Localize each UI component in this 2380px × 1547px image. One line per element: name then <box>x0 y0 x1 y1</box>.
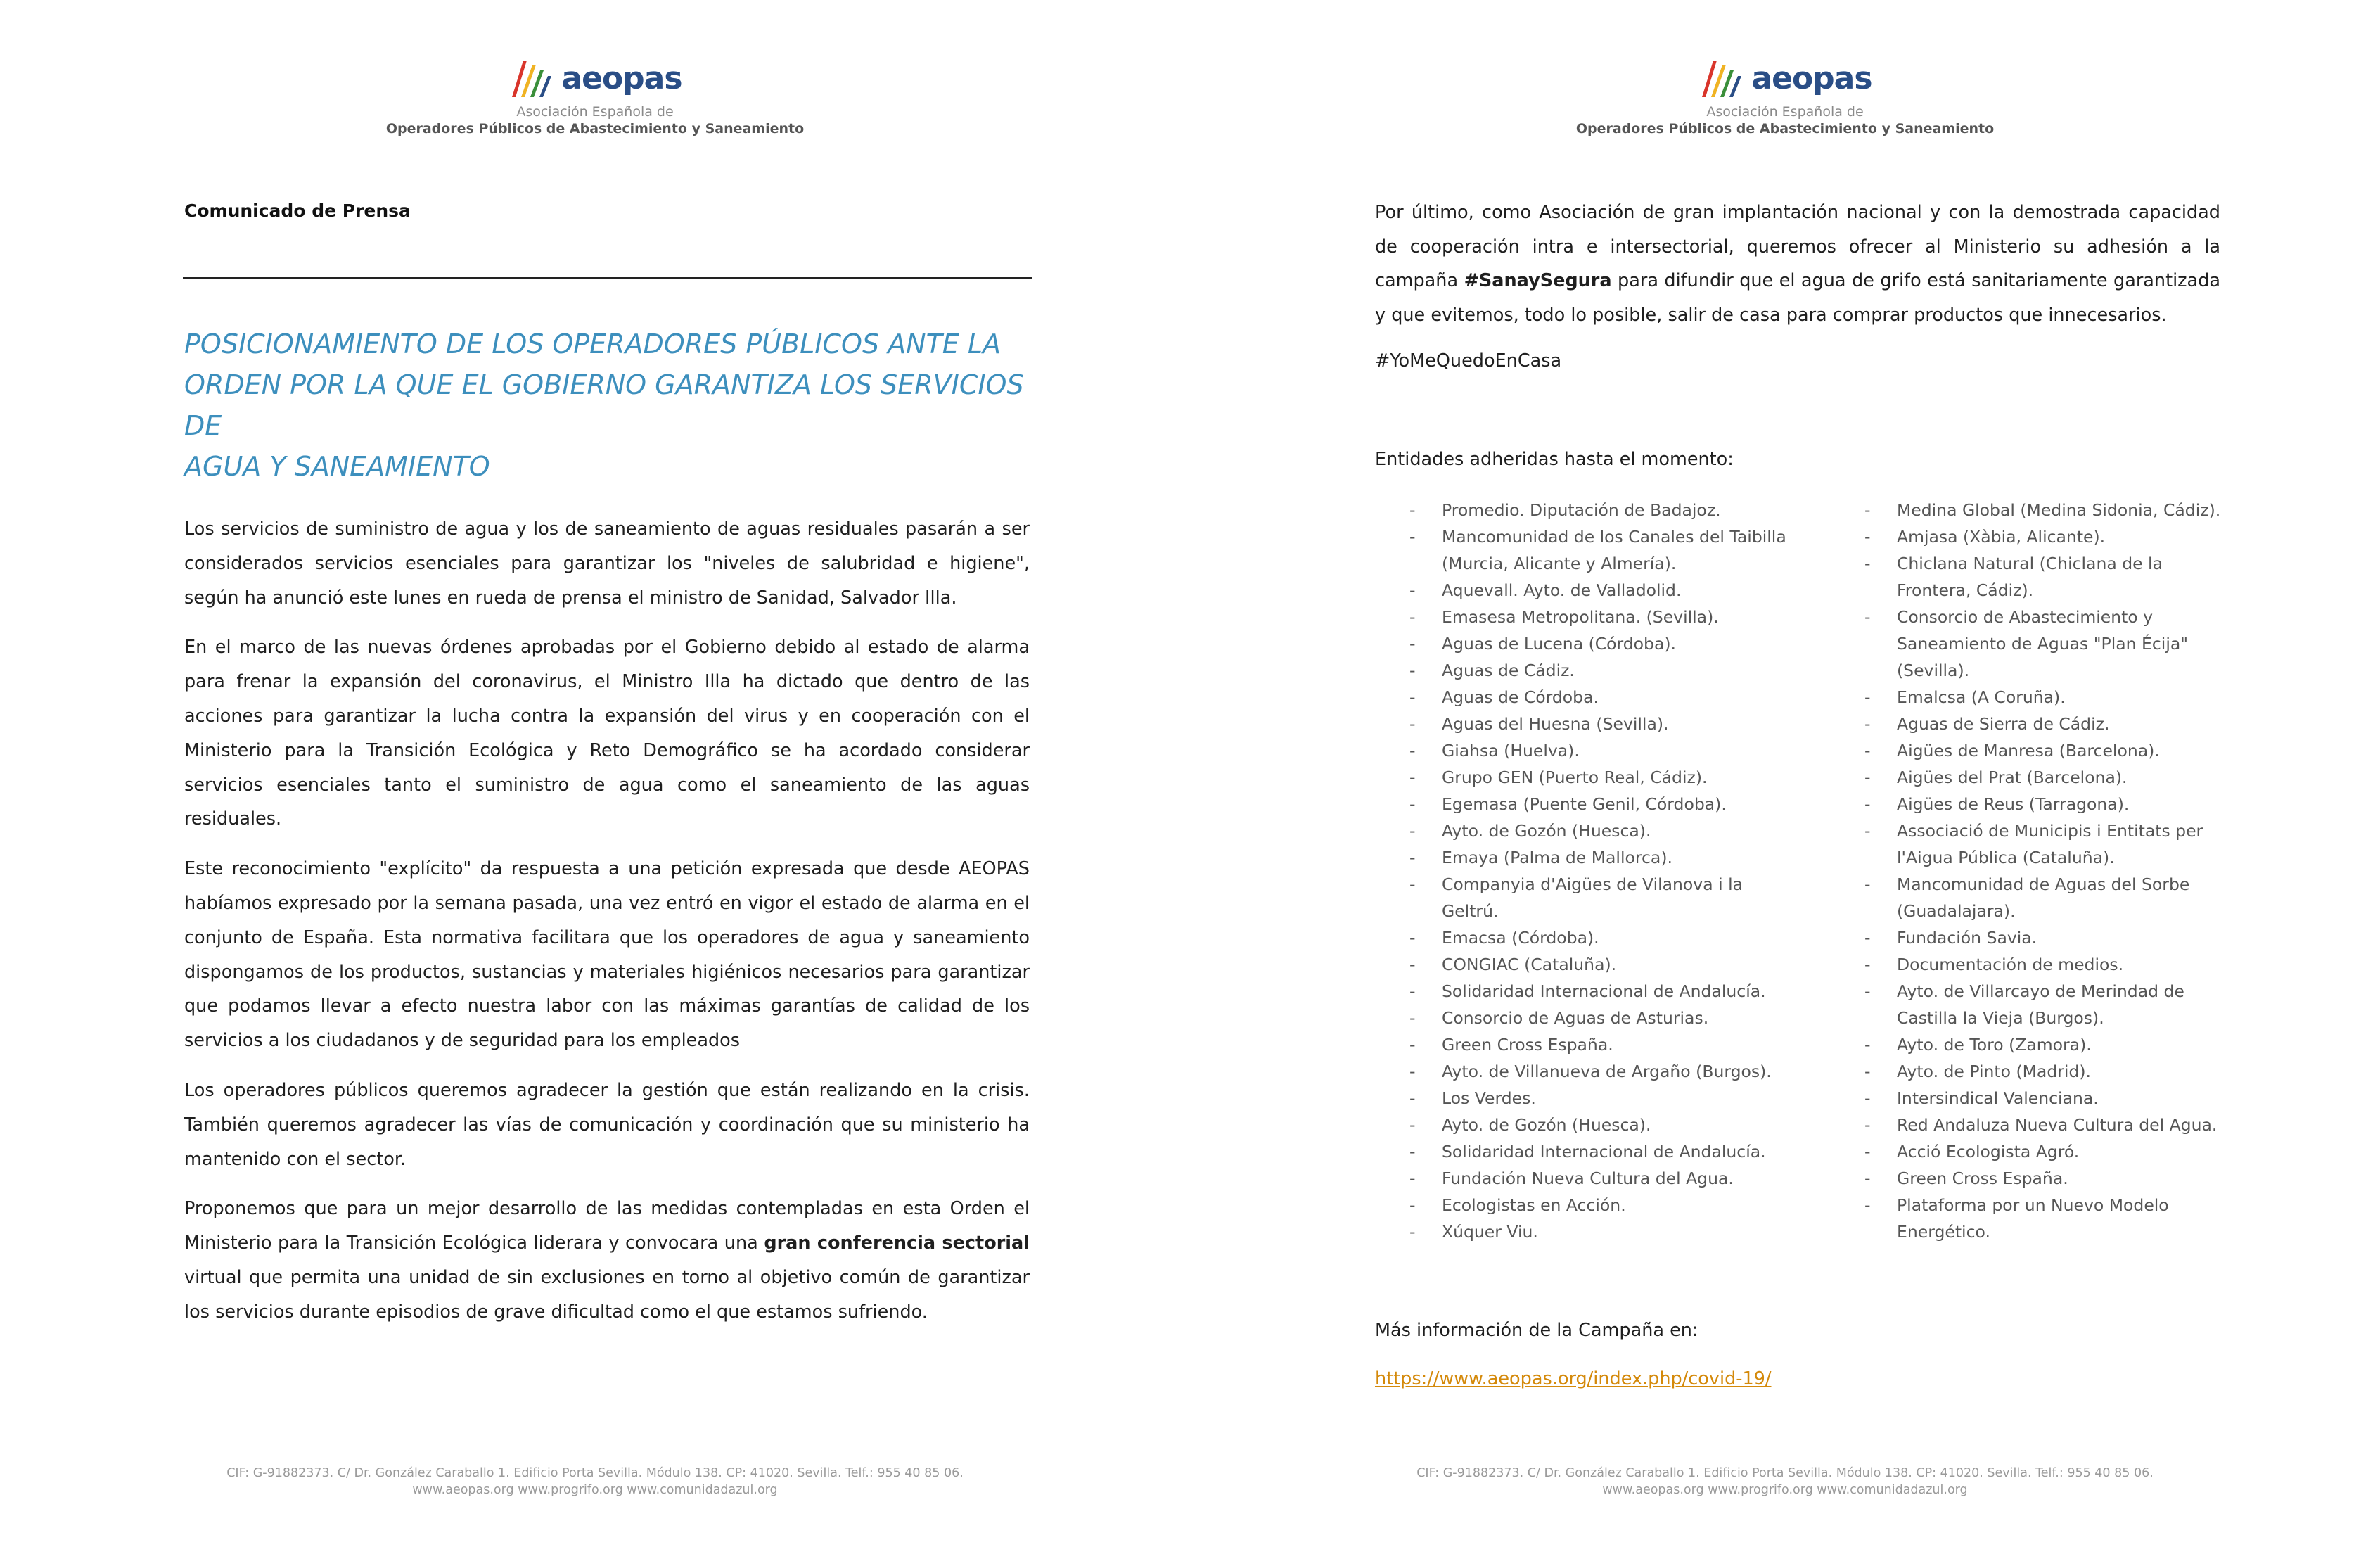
entity-name: Egemasa (Puente Genil, Córdoba). <box>1442 794 1727 814</box>
entity-name: Aquevall. Ayto. de Valladolid. <box>1442 580 1682 600</box>
entity-list-item <box>1409 657 1793 684</box>
list-dash-icon: - <box>1409 580 1416 600</box>
entity-list-item <box>1864 523 2227 550</box>
entity-name: Amjasa (Xàbia, Alicante). <box>1897 527 2106 547</box>
list-dash-icon: - <box>1864 527 1871 547</box>
entity-name: Solidaridad Internacional de Andalucía. <box>1442 981 1766 1001</box>
list-dash-icon: - <box>1864 955 1871 974</box>
list-dash-icon: - <box>1409 955 1416 974</box>
list-dash-icon: - <box>1864 821 1871 841</box>
list-dash-icon: - <box>1409 1169 1416 1188</box>
list-dash-icon: - <box>1409 821 1416 841</box>
list-dash-icon: - <box>1409 981 1416 1001</box>
entity-list-item <box>1864 1138 2227 1165</box>
footer-address: CIF: G-91882373. C/ Dr. González Caraballo 1. Edificio Porta Sevilla. Módulo 138. CP: 41020. Sevilla. Telf.: 955 40 85 06. <box>226 1466 964 1480</box>
entity-name: Emasesa Metropolitana. (Sevilla). <box>1442 607 1719 627</box>
list-dash-icon: - <box>1864 741 1871 760</box>
paragraph: Este reconocimiento "explícito" da respuesta a una petición expresada que desde AEOPAS habíamos expresado por la semana pasada, una vez entró en vigor el estado de alarma en el conjunto de España. Esta normativa facilitara que los operadores de agua y saneamiento dispongamos de los productos, sustancias y materiales higiénicos necesarios para garantizar que podamos llevar a efecto nuestra labor con las máximas garantías de calidad de los servicios a los ciudadanos y de seguridad para los empleados <box>184 858 1030 1052</box>
list-dash-icon: - <box>1409 928 1416 948</box>
entity-name: Solidaridad Internacional de Andalucía. <box>1442 1142 1766 1161</box>
logo-subtitle-2: Operadores Públicos de Abastecimiento y Saneamiento <box>385 121 805 136</box>
paragraph-text: virtual que permita una unidad de sin exclusiones en torno al objetivo común de garantizar los servicios durante episodios de grave dificultad como el que estamos sufriendo. <box>184 1266 1030 1323</box>
entity-name: Aigües del Prat (Barcelona). <box>1897 768 2128 787</box>
list-dash-icon: - <box>1409 794 1416 814</box>
entity-name: Ayto. de Toro (Zamora). <box>1897 1035 2092 1055</box>
entity-name: Ayto. de Villanueva de Argaño (Burgos). <box>1442 1062 1772 1081</box>
list-dash-icon: - <box>1864 554 1871 573</box>
footer <box>1190 1465 2380 1498</box>
footer-websites: www.aeopas.org www.progrifo.org www.comunidadazul.org <box>412 1483 778 1497</box>
list-dash-icon: - <box>1409 687 1416 707</box>
entity-list-item <box>1409 604 1793 630</box>
list-dash-icon: - <box>1409 1008 1416 1028</box>
entity-name: Aigües de Reus (Tarragona). <box>1897 794 2130 814</box>
entity-list-item <box>1864 871 2227 924</box>
entity-list-item <box>1864 817 2227 871</box>
entity-name: Los Verdes. <box>1442 1088 1536 1108</box>
footer-address: CIF: G-91882373. C/ Dr. González Caraballo 1. Edificio Porta Sevilla. Módulo 138. CP: 41020. Sevilla. Telf.: 955 40 85 06. <box>1416 1466 2154 1480</box>
more-info-label: Más información de la Campaña en: <box>1375 1320 1698 1341</box>
entity-list-item <box>1409 1138 1793 1165</box>
paragraph: Los operadores públicos queremos agradecer la gestión que están realizando en la crisis. También queremos agradecer las vías de comunicación y coordinación que su ministerio ha mantenido con el sector. <box>184 1079 1030 1170</box>
entity-list-item <box>1864 1058 2227 1085</box>
entity-name: Aguas de Sierra de Cádiz. <box>1897 714 2110 734</box>
entity-name: Ayto. de Gozón (Huesca). <box>1442 1115 1651 1135</box>
entity-list-item <box>1409 844 1793 871</box>
entity-list-item <box>1864 711 2227 737</box>
entity-name: Emaya (Palma de Mallorca). <box>1442 848 1672 867</box>
list-dash-icon: - <box>1409 500 1416 520</box>
paragraph-final <box>184 1192 1030 1329</box>
entity-name: Intersindical Valenciana. <box>1897 1088 2099 1108</box>
list-dash-icon: - <box>1864 1062 1871 1081</box>
press-release-label: Comunicado de Prensa <box>184 200 411 221</box>
entity-name: Xúquer Viu. <box>1442 1222 1538 1242</box>
entity-name: Mancomunidad de Aguas del Sorbe (Guadalajara). <box>1897 874 2190 921</box>
entity-list-item <box>1409 1005 1793 1031</box>
entity-list-item <box>1864 1165 2227 1192</box>
entity-name: Emacsa (Córdoba). <box>1442 928 1599 948</box>
entity-list-item <box>1409 737 1793 764</box>
entity-list-item <box>1409 1085 1793 1112</box>
logo-wordmark: aeopas <box>1751 60 1872 96</box>
footer <box>0 1465 1190 1498</box>
list-dash-icon: - <box>1864 1142 1871 1161</box>
entity-name: Aguas del Huesna (Sevilla). <box>1442 714 1669 734</box>
entity-list-item <box>1409 1031 1793 1058</box>
entity-name: Documentación de medios. <box>1897 955 2124 974</box>
entity-name: Ayto. de Gozón (Huesca). <box>1442 821 1651 841</box>
entity-list-item <box>1864 764 2227 791</box>
list-dash-icon: - <box>1409 874 1416 894</box>
headline-line: ORDEN POR LA QUE EL GOBIERNO GARANTIZA LOS SERVICIOS DE <box>184 369 1024 441</box>
headline <box>184 324 1042 487</box>
entity-name: Chiclana Natural (Chiclana de la Frontera, Cádiz). <box>1897 554 2163 600</box>
list-dash-icon: - <box>1409 1062 1416 1081</box>
list-dash-icon: - <box>1409 741 1416 760</box>
body-text <box>184 512 1030 1345</box>
list-dash-icon: - <box>1864 1195 1871 1215</box>
list-dash-icon: - <box>1409 634 1416 654</box>
list-dash-icon: - <box>1864 1115 1871 1135</box>
campaign-link[interactable]: https://www.aeopas.org/index.php/covid-19/ <box>1375 1368 1772 1389</box>
entity-list-item <box>1864 604 2227 684</box>
entity-name: Aguas de Cádiz. <box>1442 661 1575 680</box>
entity-list-item <box>1864 924 2227 951</box>
list-dash-icon: - <box>1864 1169 1871 1188</box>
entity-list-item <box>1864 684 2227 711</box>
entity-list-item <box>1409 924 1793 951</box>
entities-heading: Entidades adheridas hasta el momento: <box>1375 449 1734 470</box>
entity-name: Red Andaluza Nueva Cultura del Agua. <box>1897 1115 2218 1135</box>
list-dash-icon: - <box>1864 1088 1871 1108</box>
list-dash-icon: - <box>1409 1035 1416 1055</box>
list-dash-icon: - <box>1409 848 1416 867</box>
entity-list-item <box>1864 497 2227 523</box>
entity-name: Fundación Savia. <box>1897 928 2037 948</box>
aeopas-logo-icon <box>1698 58 1746 98</box>
list-dash-icon: - <box>1864 500 1871 520</box>
entity-list-item <box>1864 978 2227 1031</box>
list-dash-icon: - <box>1409 1088 1416 1108</box>
list-dash-icon: - <box>1409 768 1416 787</box>
list-dash-icon: - <box>1409 1142 1416 1161</box>
entity-name: Aigües de Manresa (Barcelona). <box>1897 741 2160 760</box>
list-dash-icon: - <box>1864 874 1871 894</box>
paragraph-text: Por último, como Asociación de gran implantación nacional y con la demostrada capacidad de cooperación intra e intersectorial, queremos ofrecer al Ministerio su adhesión a la campaña <box>1375 202 2220 291</box>
list-dash-icon: - <box>1409 607 1416 627</box>
list-dash-icon: - <box>1409 1222 1416 1242</box>
entity-name: Green Cross España. <box>1442 1035 1613 1055</box>
list-dash-icon: - <box>1864 768 1871 787</box>
entity-list-item <box>1409 817 1793 844</box>
paragraph-text: Proponemos que para un mejor desarrollo de las medidas contempladas en esta Orden el Ministerio para la Transición Ecológica liderara y convocara una <box>184 1198 1030 1254</box>
campaign-paragraph <box>1375 196 2220 332</box>
entity-list-item <box>1409 1058 1793 1085</box>
entity-name: Associació de Municipis i Entitats per l'Aigua Pública (Cataluña). <box>1897 821 2203 867</box>
list-dash-icon: - <box>1409 527 1416 547</box>
entity-name: Fundación Nueva Cultura del Agua. <box>1442 1169 1734 1188</box>
entity-list-item <box>1409 951 1793 978</box>
campaign-hashtag: #SanaySegura <box>1464 270 1612 291</box>
entity-list-item <box>1409 871 1793 924</box>
header-logo <box>0 55 1190 136</box>
entity-list-item <box>1409 497 1793 523</box>
entity-name: Ayto. de Pinto (Madrid). <box>1897 1062 2091 1081</box>
list-dash-icon: - <box>1409 1195 1416 1215</box>
entities-list-col2 <box>1864 497 2227 1245</box>
list-dash-icon: - <box>1864 687 1871 707</box>
paragraph-text: para difundir que el agua de grifo está sanitariamente garantizada y que evitemos, todo lo posible, salir de casa para comprar productos que innecesarios. <box>1375 270 2220 326</box>
entity-name: Emalcsa (A Coruña). <box>1897 687 2066 707</box>
entity-list-item <box>1864 737 2227 764</box>
entity-list-item <box>1409 1218 1793 1245</box>
entity-name: Promedio. Diputación de Badajoz. <box>1442 500 1721 520</box>
entity-list-item <box>1864 1031 2227 1058</box>
entity-name: Consorcio de Aguas de Asturias. <box>1442 1008 1709 1028</box>
entity-name: Medina Global (Medina Sidonia, Cádiz). <box>1897 500 2221 520</box>
entity-list-item <box>1409 523 1793 577</box>
list-dash-icon: - <box>1864 981 1871 1001</box>
header-logo <box>1190 55 2380 136</box>
list-dash-icon: - <box>1864 794 1871 814</box>
list-dash-icon: - <box>1864 607 1871 627</box>
paragraph: En el marco de las nuevas órdenes aprobadas por el Gobierno debido al estado de alarma para frenar la expansión del coronavirus, el Ministro Illa ha dictado que dentro de las acciones para garantizar la lucha contra la expansión del virus y en cooperación con el Ministerio para la Transición Ecológica y Reto Demográfico se ha acordado considerar servicios esenciales tanto el suministro de agua como el saneamiento de las aguas residuales. <box>184 637 1030 830</box>
entity-list-item <box>1409 791 1793 817</box>
entity-name: Consorcio de Abastecimiento y Saneamiento de Aguas "Plan Écija" (Sevilla). <box>1897 607 2189 680</box>
headline-line: POSICIONAMIENTO DE LOS OPERADORES PÚBLICOS ANTE LA <box>184 329 1002 359</box>
entity-name: Plataforma por un Nuevo Modelo Energético. <box>1897 1195 2169 1242</box>
entity-name: Ayto. de Villarcayo de Merindad de Castilla la Vieja (Burgos). <box>1897 981 2184 1028</box>
headline-line: AGUA Y SANEAMIENTO <box>184 451 490 482</box>
entity-list-item <box>1864 1192 2227 1245</box>
list-dash-icon: - <box>1409 1115 1416 1135</box>
aeopas-logo-icon <box>508 58 556 98</box>
entity-list-item <box>1409 764 1793 791</box>
entity-name: Acció Ecologista Agró. <box>1897 1142 2080 1161</box>
entity-name: Giahsa (Huelva). <box>1442 741 1580 760</box>
logo-subtitle-2: Operadores Públicos de Abastecimiento y Saneamiento <box>1575 121 1995 136</box>
entity-list-item <box>1864 550 2227 604</box>
entity-list-item <box>1409 1165 1793 1192</box>
entity-list-item <box>1409 978 1793 1005</box>
logo-subtitle-1: Asociación Española de <box>1706 104 1864 120</box>
entity-list-item <box>1409 1192 1793 1218</box>
entity-list-item <box>1864 1085 2227 1112</box>
logo-wordmark: aeopas <box>561 60 682 96</box>
list-dash-icon: - <box>1864 1035 1871 1055</box>
footer-websites: www.aeopas.org www.progrifo.org www.comunidadazul.org <box>1602 1483 1968 1497</box>
divider <box>183 277 1032 279</box>
entity-name: Ecologistas en Acción. <box>1442 1195 1626 1215</box>
entity-list-item <box>1864 1112 2227 1138</box>
list-dash-icon: - <box>1409 714 1416 734</box>
entity-list-item <box>1409 684 1793 711</box>
entity-name: Grupo GEN (Puerto Real, Cádiz). <box>1442 768 1708 787</box>
entity-name: Aguas de Lucena (Córdoba). <box>1442 634 1677 654</box>
entity-list-item <box>1409 1112 1793 1138</box>
hashtag: #YoMeQuedoEnCasa <box>1375 350 1562 371</box>
entity-list-item <box>1409 577 1793 604</box>
entity-list-item <box>1409 630 1793 657</box>
list-dash-icon: - <box>1409 661 1416 680</box>
entity-name: Mancomunidad de los Canales del Taibilla (Murcia, Alicante y Almería). <box>1442 527 1786 573</box>
logo-subtitle-1: Asociación Española de <box>516 104 674 120</box>
list-dash-icon: - <box>1864 714 1871 734</box>
entity-list-item <box>1864 951 2227 978</box>
entity-list-item <box>1864 791 2227 817</box>
entities-list-col1 <box>1409 497 1793 1245</box>
entity-name: Aguas de Córdoba. <box>1442 687 1599 707</box>
list-dash-icon: - <box>1864 928 1871 948</box>
entity-list-item <box>1409 711 1793 737</box>
entity-name: CONGIAC (Cataluña). <box>1442 955 1617 974</box>
entity-name: Companyia d'Aigües de Vilanova i la Geltrú. <box>1442 874 1744 921</box>
entity-name: Green Cross España. <box>1897 1169 2068 1188</box>
bold-phrase: gran conferencia sectorial <box>764 1233 1030 1254</box>
paragraph: Los servicios de suministro de agua y los de saneamiento de aguas residuales pasarán a ser considerados servicios esenciales para garantizar los "niveles de salubridad e higiene", según ha anunció este lunes en rueda de prensa el ministro de Sanidad, Salvador Illa. <box>184 518 1030 609</box>
